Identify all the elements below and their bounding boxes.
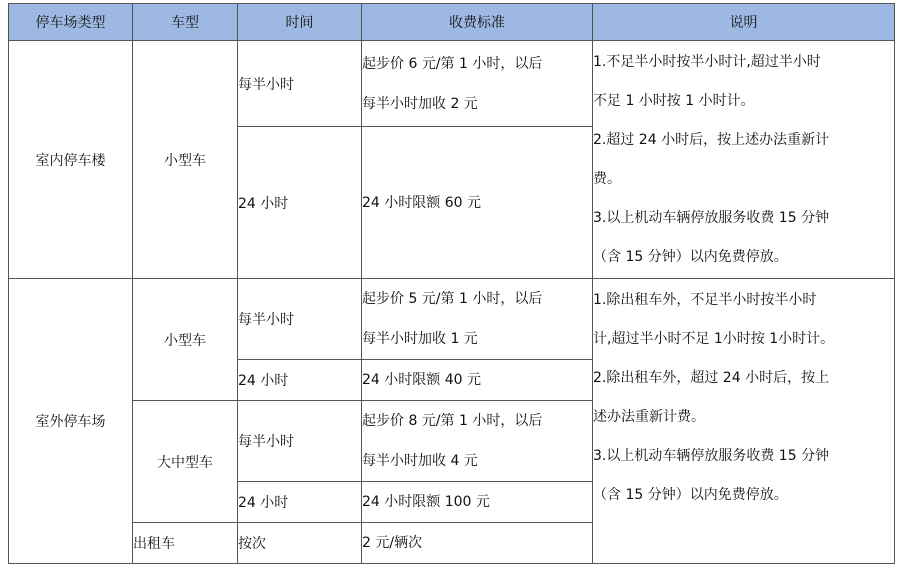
fee-line: 2 元/辆次 xyxy=(362,535,423,551)
fee-line: 每半小时加收 2 元 xyxy=(362,95,478,112)
fee-line: 起步价 5 元/第 1 小时，以后 xyxy=(362,291,543,307)
header-row xyxy=(9,4,895,41)
note-line: 2.超过 24 小时后，按上述办法重新计 xyxy=(593,131,830,148)
header-car-type: 车型 xyxy=(133,4,238,41)
time-cell: 24 小时 xyxy=(238,360,362,401)
car-type-cell: 出租车 xyxy=(133,523,238,564)
parking-fee-table xyxy=(8,3,895,564)
note-line: 述办法重新计费。 xyxy=(593,409,705,425)
note-line: 1.除出租车外，不足半小时按半小时 xyxy=(593,292,817,308)
note-line: 不足 1 小时按 1 小时计。 xyxy=(593,92,755,109)
car-type-cell: 小型车 xyxy=(133,279,238,401)
fee-cell xyxy=(362,360,593,401)
note-line: 计,超过半小时不足 1小时按 1小时计。 xyxy=(593,331,835,347)
note-line: （含 15 分钟）以内免费停放。 xyxy=(593,487,788,503)
header-time: 时间 xyxy=(238,4,362,41)
fee-line: 24 小时限额 100 元 xyxy=(362,494,490,510)
fee-cell xyxy=(362,523,593,564)
note-line: 2.除出租车外，超过 24 小时后，按上 xyxy=(593,370,830,386)
time-cell: 每半小时 xyxy=(238,279,362,360)
header-fee-standard: 收费标准 xyxy=(362,4,593,41)
note-line: 3.以上机动车辆停放服务收费 15 分钟 xyxy=(593,209,830,226)
fee-line: 24 小时限额 60 元 xyxy=(362,194,481,211)
note-line: 费。 xyxy=(593,170,621,187)
note-line: （含 15 分钟）以内免费停放。 xyxy=(593,248,788,265)
fee-cell xyxy=(362,279,593,360)
fee-line: 起步价 8 元/第 1 小时，以后 xyxy=(362,413,543,429)
time-cell: 每半小时 xyxy=(238,41,362,127)
time-cell: 24 小时 xyxy=(238,127,362,279)
fee-line: 每半小时加收 4 元 xyxy=(362,453,478,469)
fee-line: 24 小时限额 40 元 xyxy=(362,372,481,388)
fee-cell xyxy=(362,41,593,127)
car-type-cell: 小型车 xyxy=(133,41,238,279)
note-line: 1.不足半小时按半小时计,超过半小时 xyxy=(593,53,821,70)
car-type-cell: 大中型车 xyxy=(133,401,238,523)
fee-line: 每半小时加收 1 元 xyxy=(362,331,478,347)
header-lot-type: 停车场类型 xyxy=(9,4,133,41)
table-row xyxy=(9,41,895,127)
fee-cell xyxy=(362,401,593,482)
header-notes: 说明 xyxy=(593,4,895,41)
time-cell: 每半小时 xyxy=(238,401,362,482)
notes-cell xyxy=(593,41,895,279)
notes-cell xyxy=(593,279,895,564)
lot-type-cell: 室内停车楼 xyxy=(9,41,133,279)
fee-cell xyxy=(362,482,593,523)
time-cell: 24 小时 xyxy=(238,482,362,523)
lot-type-cell: 室外停车场 xyxy=(9,279,133,564)
table-row xyxy=(9,279,895,360)
note-line: 3.以上机动车辆停放服务收费 15 分钟 xyxy=(593,448,830,464)
time-cell: 按次 xyxy=(238,523,362,564)
fee-cell xyxy=(362,127,593,279)
fee-line: 起步价 6 元/第 1 小时，以后 xyxy=(362,55,543,72)
